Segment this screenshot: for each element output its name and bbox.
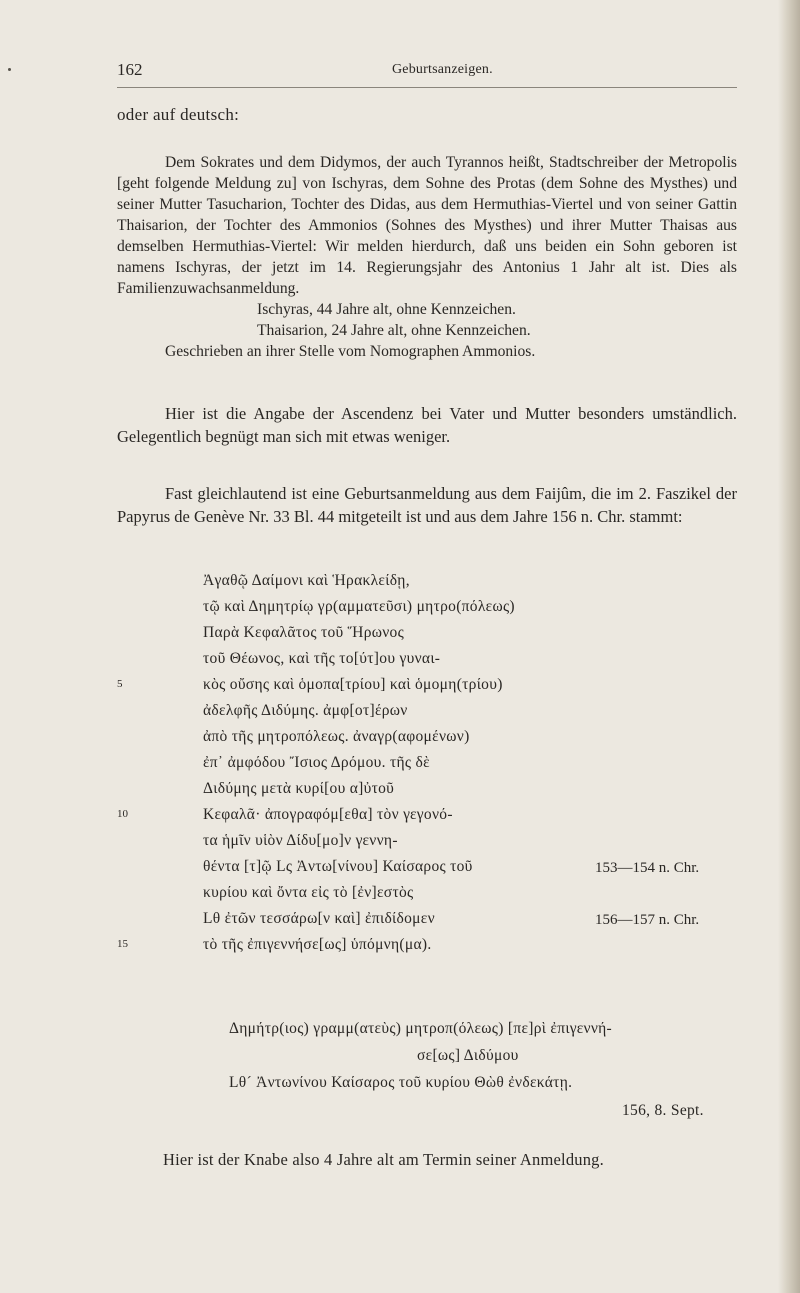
subscription-line-2: σε[ως] Διδύμου (417, 1047, 519, 1064)
greek-line: ἀπὸ τῆς μητροπόλεως. ἀναγρ(αφομένων) (203, 728, 470, 745)
greek-line: Παρὰ Κεφαλᾶτος τοῦ Ἥρωνος (203, 624, 405, 641)
greek-line: κυρίου καὶ ὄντα εἰς τὸ [ἐν]εστὸς (203, 884, 414, 901)
greek-line: τα ἡμῖν υἱὸν Δίδυ[μο]ν γεννη- (203, 832, 398, 849)
greek-line: θέντα [τ]ῷ Lς Ἀντω[νίνου] Καίσαρος τοῦ 153—154 n. Chr. (203, 858, 700, 876)
scribe-note: Geschrieben an ihrer Stelle vom Nomographen Ammonios. (165, 343, 536, 360)
signature-father: Ischyras, 44 Jahre alt, ohne Kennzeichen. (257, 301, 516, 318)
page-edge-shadow (778, 0, 800, 1293)
greek-line: 15 τὸ τῆς ἐπιγεννήσε[ως] ὑπόμνη(μα). (117, 936, 432, 953)
closing-sentence: Hier ist der Knabe also 4 Jahre alt am Termin seiner Anmeldung. (163, 1150, 604, 1169)
intro-line: oder auf deutsch: (117, 105, 240, 124)
greek-line: Lθ ἐτῶν τεσσάρω[ν καὶ] ἐπιδίδομεν 156—157 n. Chr. (203, 910, 700, 928)
translation-body: Dem Sokrates und dem Didymos, der auch Tyrannos heißt, Stadtschreiber der Metropolis [geht folgende Meldung zu] von Ischyras, dem Sohne des Protas (dem Sohne des Mysthes) und seiner Mutter Tasucharion, Tochter des Didas, aus dem Hermuthias-Viertel und von seiner Gattin Thaisarion, der Tochter des Ammonios (Sohnes des Mysthes) und ihrer Mutter Thaisas aus demselben Hermuthias-Viertel: Wir melden hierdurch, daß uns beiden ein Sohn geboren ist namens Ischyras, der jetzt im 14. Regierungsjahr des Antonius 1 Jahr alt ist. Dies als Familienzuwachsanmeldung. (117, 154, 737, 297)
greek-line: τοῦ Θέωνος, καὶ τῆς το[ύτ]ου γυναι- (203, 650, 441, 667)
greek-line: Διδύμης μετὰ κυρί[ου α]ὐτοῦ (203, 780, 395, 797)
paragraph-geneve-text: Fast gleichlautend ist eine Geburtsanmeldung aus dem Faijûm, die im 2. Faszikel der Papyrus de Genève Nr. 33 Bl. 44 mitgeteilt ist und aus dem Jahre 156 n. Chr. stammt: (117, 484, 737, 526)
german-translation (117, 152, 737, 362)
greek-line: 5 κὸς οὔσης καὶ ὁμοπα[τρίου] καὶ ὁμομη(τρίου) (117, 676, 503, 693)
paragraph-ascendenz-text: Hier ist die Angabe der Ascendenz bei Vater und Mutter besonders umständlich. Gelegentlich begnügt man sich mit etwas weniger. (117, 404, 737, 446)
greek-line: τῷ καὶ Δημητρίῳ γρ(αμματεῦσι) μητρο(πόλεως) (203, 598, 515, 615)
subscription-line-1: Δημήτρ(ιος) γραμμ(ατεὺς) μητροπ(όλεως) [πε]ρὶ ἐπιγεννή- (229, 1020, 612, 1037)
greek-line: ἐπ᾿ ἀμφόδου Ἴσιος Δρόμου. τῆς δὲ (203, 754, 430, 771)
paragraph-geneve (117, 482, 737, 528)
running-head: Geburtsanzeigen. (392, 62, 493, 77)
page-number: 162 (117, 60, 143, 79)
greek-line: ἀδελφῆς Διδύμης. ἀμφ[οτ]έρων (203, 702, 408, 719)
signature-mother: Thaisarion, 24 Jahre alt, ohne Kennzeichen. (257, 322, 531, 339)
margin-dot (8, 68, 11, 71)
greek-line: 10 Κεφαλᾶ· ἀπογραφόμ[εθα] τὸν γεγονό- (117, 806, 453, 823)
paragraph-ascendenz (117, 402, 737, 448)
subscription-date: 156, 8. Sept. (622, 1102, 704, 1119)
subscription-line-3: Lθ´ Ἀντωνίνου Καίσαρος τοῦ κυρίου Θὼθ ἐνδεκάτῃ. (229, 1074, 573, 1091)
header-rule (117, 87, 737, 88)
greek-line: Ἀγαθῷ Δαίμονι καὶ Ἡρακλείδῃ, (203, 572, 410, 589)
page-header (117, 60, 737, 84)
